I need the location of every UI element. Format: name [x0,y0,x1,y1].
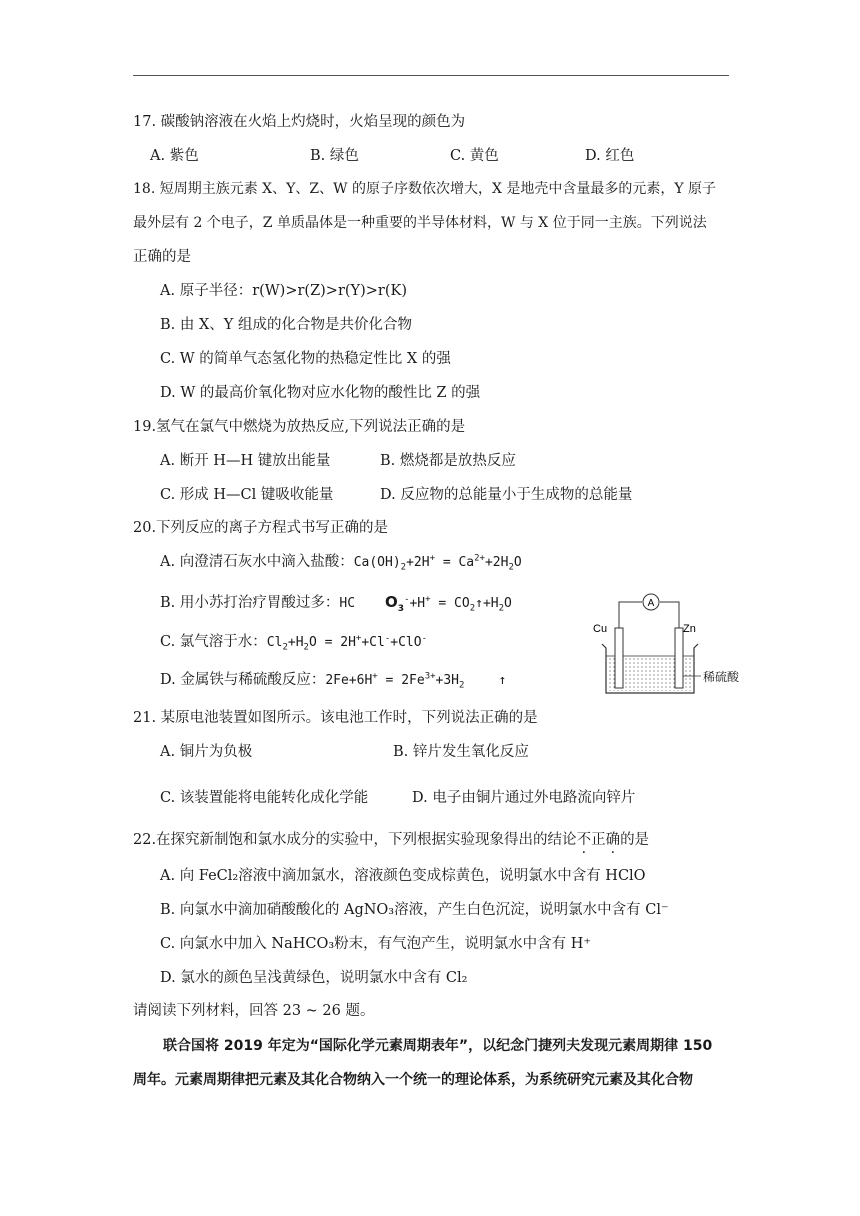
q22-stem-post: 的是 [620,832,650,848]
q22-option-c: C. 向氯水中加入 NaHCO₃粉末，有气泡产生，说明氯水中含有 H⁺ [160,936,592,952]
q21-stem: 21. 某原电池装置如图所示。该电池工作时，下列说法正确的是 [133,710,538,726]
q17-option-c: C. 黄色 [450,148,499,164]
q19-option-b: B. 燃烧都是放热反应 [380,453,516,469]
zn-electrode [675,628,683,688]
q18-option-b: B. 由 X、Y 组成的化合物是共价化合物 [160,317,412,333]
q20-stem: 20.下列反应的离子方程式书写正确的是 [133,520,389,536]
q18-stem-line3: 正确的是 [133,249,191,265]
q22-option-a: A. 向 FeCl₂溶液中滴加氯水，溶液颜色变成棕黄色，说明氯水中含有 HClO [160,868,646,884]
q17-option-b: B. 绿色 [310,148,359,164]
q19-option-d: D. 反应物的总能量小于生成物的总能量 [380,487,633,503]
q18-option-c: C. W 的简单气态氢化物的热稳定性比 X 的强 [160,351,451,367]
q19-option-c: C. 形成 H—Cl 键吸收能量 [160,487,334,503]
solution-label: 稀硫酸 [703,670,740,684]
q19-option-a: A. 断开 H—H 键放出能量 [160,453,331,469]
reading-intro: 请阅读下列材料，回答 23 ~ 26 题。 [133,1003,375,1019]
cu-electrode [615,628,623,688]
cu-electrode-label: Cu [593,623,608,635]
q22-stem-pre: 22.在探究新制饱和氯水成分的实验中，下列根据实验现象得出的结论 [133,832,577,848]
q17-stem: 17. 碳酸钠溶液在火焰上灼烧时，火焰呈现的颜色为 [133,114,466,130]
q22-stem [133,830,649,850]
q20-option-d-text: D. 金属铁与稀硫酸反应： [160,672,326,688]
q21-option-c: C. 该装置能将电能转化成化学能 [160,790,369,806]
q20-option-c-text: C. 氯气溶于水： [160,634,267,650]
q22-stem-mid: 正 [591,832,606,848]
q21-option-b: B. 锌片发生氧化反应 [393,744,529,760]
q17-option-a: A. 紫色 [150,148,199,164]
q22-stem-emphasis-1: 不 [576,832,592,848]
reading-paragraph-line2: 周年。元素周期律把元素及其化合物纳入一个统一的理论体系，为系统研究元素及其化合物 [133,1072,693,1088]
q20-option-a-equation: $Ca(OH)_2+2H^+ = Ca^{2+}+2H_2O$ [353,553,522,573]
galvanic-cell-diagram [585,590,715,700]
q20-option-b-equation: HC $O_3^-+H^+$ = $CO_2↑+H_2O$ [339,593,512,614]
q22-stem-emphasis-2: 确 [605,832,621,848]
q22-option-b: B. 向氯水中滴加硝酸酸化的 AgNO₃溶液，产生白色沉淀，说明氯水中含有 Cl⁻ [160,902,669,918]
q22-option-d: D. 氯水的颜色呈浅黄绿色，说明氯水中含有 Cl₂ [160,970,468,986]
q17-option-d: D. 红色 [585,148,635,164]
q20-option-a [160,552,522,573]
right-wire [660,602,679,628]
q18-stem-line2: 最外层有 2 个电子，Z 单质晶体是一种重要的半导体材料，W 与 X 位于同一主族。下列说法 [133,215,707,231]
q20-option-c-equation: $Cl_2+H_2O = 2H^++Cl^-+ClO^-$ [266,633,427,653]
q20-option-d-equation: $2Fe+6H^+ = 2Fe^{3+}+3H_2$ ↑ [325,671,507,691]
q20-option-d [160,670,506,691]
zn-electrode-label: Zn [683,623,696,635]
q18-option-d: D. W 的最高价氧化物对应水化物的酸性比 Z 的强 [160,385,481,401]
q20-option-c [160,632,427,653]
reading-paragraph-line1: 联合国将 2019 年定为“国际化学元素周期表年”，以纪念门捷列夫发现元素周期律 150 [163,1038,713,1054]
q18-option-a: A. 原子半径：r(W)>r(Z)>r(Y)>r(K) [160,283,408,299]
q21-option-a: A. 铜片为负极 [160,744,253,760]
left-wire [619,602,642,628]
q21-option-d: D. 电子由铜片通过外电路流向锌片 [412,790,636,806]
q18-stem-line1: 18. 短周期主族元素 X、Y、Z、W 的原子序数依次增大，X 是地壳中含量最多的元素，Y 原子 [133,181,717,197]
q20-option-b [160,592,512,614]
q20-option-a-text: A. 向澄清石灰水中滴入盐酸： [160,554,354,570]
ammeter-label: A [647,598,655,609]
q19-stem: 19.氢气在氯气中燃烧为放热反应,下列说法正确的是 [133,419,466,435]
q20-option-b-text: B. 用小苏打治疗胃酸过多： [160,595,340,611]
header-rule [133,75,729,76]
